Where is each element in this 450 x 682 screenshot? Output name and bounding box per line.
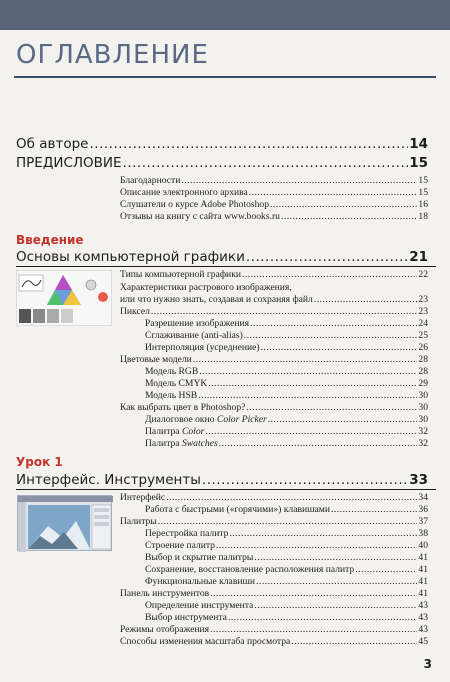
leader-dots: [193, 354, 418, 365]
leader-dots: [331, 504, 417, 515]
toc-page: 41: [418, 588, 428, 599]
interface-thumbnail: [17, 495, 112, 551]
toc-page: 15: [409, 155, 428, 171]
toc-entry-sub[interactable]: [145, 576, 428, 587]
toc-entry-preface[interactable]: [16, 155, 428, 171]
toc-title: Слушатели о курсе Adobe Photoshop: [120, 199, 269, 210]
toc-page: 25: [418, 330, 428, 341]
toc-title: Палитры: [120, 516, 157, 527]
toc-page: 15: [418, 175, 428, 186]
toc-entry-sub[interactable]: [145, 330, 428, 341]
toc-title: Модель RGB: [145, 366, 199, 377]
title-rule: [14, 76, 436, 78]
toc-entry[interactable]: [120, 211, 428, 222]
toc-page: 41: [418, 564, 428, 575]
leader-dots: [219, 438, 418, 449]
toc-entry-intro[interactable]: [16, 249, 428, 265]
toc-entry-sub[interactable]: [145, 438, 428, 449]
toc-page: 32: [418, 426, 428, 437]
leader-dots: [246, 249, 408, 265]
section-rule: [16, 489, 436, 490]
toc-page: 43: [418, 600, 428, 611]
toc-title: ПРЕДИСЛОВИЕ: [16, 155, 122, 171]
toc-entry-sub[interactable]: [145, 612, 428, 623]
leader-dots: [229, 528, 417, 539]
section-rule: [16, 266, 436, 267]
toc-page: 21: [409, 249, 428, 265]
toc-title: Описание электронного архива: [120, 187, 248, 198]
toc-entry-sub[interactable]: [145, 540, 428, 551]
toc-title: Сглаживание (anti-alias): [145, 330, 243, 341]
toc-page: 34: [418, 492, 428, 503]
toc-entry[interactable]: [120, 175, 428, 186]
toc-entry[interactable]: [120, 294, 428, 305]
toc-page: 23: [418, 294, 428, 305]
toc-entry[interactable]: [120, 354, 428, 365]
graphics-illustration-icon: [17, 271, 113, 327]
toc-page: 26: [418, 342, 428, 353]
toc-title: Основы компьютерной графики: [16, 249, 245, 265]
toc-title: Сохранение, восстановление расположения палитр: [145, 564, 355, 575]
leader-dots: [199, 366, 417, 377]
toc-title: Интерфейс. Инструменты: [16, 472, 201, 488]
leader-dots: [202, 472, 408, 488]
toc-title: Определение инструмента: [145, 600, 254, 611]
section-label-lesson1: Урок 1: [16, 455, 63, 469]
toc-page: 18: [418, 211, 428, 222]
page-title: ОГЛАВЛЕНИЕ: [16, 40, 209, 70]
toc-entry-sub[interactable]: [145, 528, 428, 539]
leader-dots: [244, 330, 418, 341]
leader-dots: [228, 612, 417, 623]
toc-page: 30: [418, 414, 428, 425]
toc-page: 45: [418, 636, 428, 647]
toc-title: Перестройка палитр: [145, 528, 229, 539]
intro-thumbnail: [16, 270, 112, 326]
toc-title: Палитра Swatches: [145, 438, 218, 449]
toc-entry-sub[interactable]: [145, 600, 428, 611]
leader-dots: [261, 342, 418, 353]
toc-entry[interactable]: [120, 516, 428, 527]
toc-title: Способы изменения масштаба просмотра: [120, 636, 291, 647]
leader-dots: [355, 564, 417, 575]
leader-dots: [242, 269, 417, 280]
leader-dots: [158, 516, 418, 527]
toc-title: Палитра Color: [145, 426, 205, 437]
toc-entry-sub[interactable]: [145, 342, 428, 353]
leader-dots: [208, 378, 417, 389]
leader-dots: [89, 136, 408, 152]
toc-title: Как выбрать цвет в Photoshop?: [120, 402, 246, 413]
leader-dots: [249, 187, 418, 198]
toc-page: 32: [418, 438, 428, 449]
leader-dots: [254, 600, 417, 611]
toc-entry[interactable]: [120, 269, 428, 280]
toc-page: 23: [418, 306, 428, 317]
toc-title: Выбор инструмента: [145, 612, 227, 623]
toc-entry-sub[interactable]: [145, 414, 428, 425]
toc-entry[interactable]: [120, 624, 428, 635]
toc-title: Интерфейс: [120, 492, 166, 503]
toc-page: 33: [409, 472, 428, 488]
leader-dots: [123, 155, 409, 171]
leader-dots: [250, 318, 417, 329]
toc-page: 41: [418, 552, 428, 563]
leader-dots: [268, 414, 418, 425]
photoshop-window-icon: [18, 496, 113, 552]
leader-dots: [205, 426, 417, 437]
toc-page: 30: [418, 402, 428, 413]
toc-page: 29: [418, 378, 428, 389]
toc-entry-sub[interactable]: [145, 426, 428, 437]
leader-dots: [181, 175, 417, 186]
toc-page: 28: [418, 366, 428, 377]
toc-title: Пиксел: [120, 306, 150, 317]
toc-entry-sub[interactable]: [145, 390, 428, 401]
leader-dots: [256, 576, 417, 587]
toc-title: Цветовые модели: [120, 354, 192, 365]
toc-page: 37: [418, 516, 428, 527]
toc-entry[interactable]: [120, 636, 428, 647]
toc-entry[interactable]: [120, 588, 428, 599]
toc-entry[interactable]: [120, 187, 428, 198]
toc-page: 43: [418, 612, 428, 623]
leader-dots: [270, 199, 417, 210]
toc-title: Интерполяция (усреднение): [145, 342, 260, 353]
leader-dots: [216, 540, 417, 551]
leader-dots: [198, 390, 417, 401]
toc-title: Типы компьютерной графики: [120, 269, 241, 280]
toc-page: 30: [418, 390, 428, 401]
leader-dots: [210, 624, 417, 635]
toc-entry-sub[interactable]: [145, 378, 428, 389]
toc-title: Работа с быстрыми («горячими») клавишами: [145, 504, 330, 515]
toc-entry[interactable]: [120, 492, 428, 503]
toc-page: 43: [418, 624, 428, 635]
toc-entry-about[interactable]: [16, 136, 428, 152]
toc-page: 38: [418, 528, 428, 539]
toc-title: Режимы отображения: [120, 624, 210, 635]
toc-title: Благодарности: [120, 175, 181, 186]
section-label-intro: Введение: [16, 233, 84, 247]
toc-entry-sub[interactable]: [145, 366, 428, 377]
toc-page: 14: [409, 136, 428, 152]
toc-title-line1: Характеристики растрового изображения,: [120, 282, 292, 293]
toc-page: 15: [418, 187, 428, 198]
toc-title: Диалоговое окно Color Picker: [145, 414, 267, 425]
toc-page: 16: [418, 199, 428, 210]
toc-page: 40: [418, 540, 428, 551]
toc-title: Модель CMYK: [145, 378, 208, 389]
leader-dots: [254, 552, 417, 563]
leader-dots: [166, 492, 417, 503]
page-number: 3: [423, 657, 432, 671]
toc-entry[interactable]: [120, 199, 428, 210]
leader-dots: [246, 402, 417, 413]
toc-title: Выбор и скрытие палитры: [145, 552, 254, 563]
top-bar: [0, 0, 450, 30]
leader-dots: [210, 588, 417, 599]
toc-entry[interactable]: [120, 306, 428, 317]
toc-title: Отзывы на книгу с сайта www.books.ru: [120, 211, 280, 222]
toc-title: Функциональные клавиши: [145, 576, 256, 587]
toc-entry-sub[interactable]: [145, 552, 428, 563]
leader-dots: [151, 306, 418, 317]
leader-dots: [281, 211, 417, 222]
toc-title: Разрешение изображения: [145, 318, 250, 329]
leader-dots: [314, 294, 418, 305]
toc-entry-sub[interactable]: [145, 504, 428, 515]
toc-page: 36: [418, 504, 428, 515]
toc-title: Строение палитр: [145, 540, 215, 551]
toc-page: 41: [418, 576, 428, 587]
toc-title: Модель HSB: [145, 390, 198, 401]
toc-title: Панель инструментов: [120, 588, 210, 599]
toc-page: 24: [418, 318, 428, 329]
toc-entry-sub[interactable]: [145, 318, 428, 329]
toc-title: Об авторе: [16, 136, 89, 152]
toc-entry[interactable]: [120, 402, 428, 413]
leader-dots: [291, 636, 417, 647]
toc-entry-lesson1[interactable]: [16, 472, 428, 488]
toc-title: или что нужно знать, создавая и сохраняя файл: [120, 294, 313, 305]
toc-page: 28: [418, 354, 428, 365]
toc-entry-sub[interactable]: [145, 564, 428, 575]
toc-page: 22: [418, 269, 428, 280]
